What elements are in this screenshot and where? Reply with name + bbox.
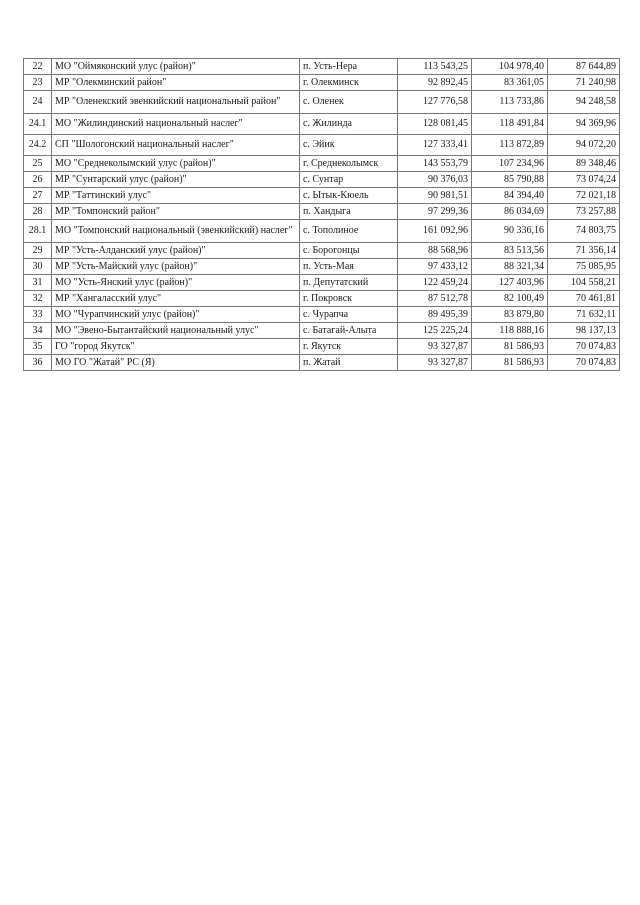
value-col-3: 73 074,24 xyxy=(548,172,620,188)
administrative-center: с. Ытык-Кюель xyxy=(300,188,398,204)
value-col-2: 127 403,96 xyxy=(472,275,548,291)
administrative-center: с. Батагай-Алыта xyxy=(300,323,398,339)
administrative-center: п. Депутатский xyxy=(300,275,398,291)
value-col-3: 87 644,89 xyxy=(548,59,620,75)
administrative-center: с. Эйик xyxy=(300,135,398,156)
table-row xyxy=(24,75,620,91)
value-col-2: 84 394,40 xyxy=(472,188,548,204)
administrative-center: с. Чурапча xyxy=(300,307,398,323)
value-col-3: 73 257,88 xyxy=(548,204,620,220)
table-body xyxy=(24,59,620,371)
administrative-center: с. Борогонцы xyxy=(300,243,398,259)
value-col-1: 161 092,96 xyxy=(398,220,472,243)
row-number: 27 xyxy=(24,188,52,204)
row-number: 24.2 xyxy=(24,135,52,156)
municipality-name: МР "Томпонский район" xyxy=(52,204,300,220)
value-col-3: 89 348,46 xyxy=(548,156,620,172)
municipality-name: МР "Сунтарский улус (район)" xyxy=(52,172,300,188)
table-row xyxy=(24,135,620,156)
municipality-name: СП "Шологонский национальный наслег" xyxy=(52,135,300,156)
administrative-center: г. Среднеколымск xyxy=(300,156,398,172)
value-col-1: 93 327,87 xyxy=(398,339,472,355)
value-col-1: 125 225,24 xyxy=(398,323,472,339)
value-col-3: 98 137,13 xyxy=(548,323,620,339)
value-col-2: 83 879,80 xyxy=(472,307,548,323)
value-col-2: 118 491,84 xyxy=(472,114,548,135)
table-row xyxy=(24,355,620,371)
value-col-1: 143 553,79 xyxy=(398,156,472,172)
administrative-center: с. Тополиное xyxy=(300,220,398,243)
row-number: 28.1 xyxy=(24,220,52,243)
administrative-center: с. Оленек xyxy=(300,91,398,114)
row-number: 24 xyxy=(24,91,52,114)
value-col-2: 83 361,05 xyxy=(472,75,548,91)
municipality-name: МР "Усть-Майский улус (район)" xyxy=(52,259,300,275)
municipality-name: МО "Оймяконский улус (район)" xyxy=(52,59,300,75)
row-number: 29 xyxy=(24,243,52,259)
value-col-2: 113 872,89 xyxy=(472,135,548,156)
administrative-center: п. Хандыга xyxy=(300,204,398,220)
row-number: 22 xyxy=(24,59,52,75)
municipality-table xyxy=(23,58,620,371)
administrative-center: с. Сунтар xyxy=(300,172,398,188)
row-number: 30 xyxy=(24,259,52,275)
municipality-name: МО "Томпонский национальный (эвенкийский) наслег" xyxy=(52,220,300,243)
row-number: 32 xyxy=(24,291,52,307)
administrative-center: г. Якутск xyxy=(300,339,398,355)
table-row xyxy=(24,172,620,188)
value-col-2: 82 100,49 xyxy=(472,291,548,307)
table-row xyxy=(24,323,620,339)
value-col-1: 89 495,39 xyxy=(398,307,472,323)
row-number: 23 xyxy=(24,75,52,91)
table-row xyxy=(24,91,620,114)
row-number: 24.1 xyxy=(24,114,52,135)
administrative-center: п. Усть-Нера xyxy=(300,59,398,75)
value-col-1: 90 981,51 xyxy=(398,188,472,204)
table-row xyxy=(24,275,620,291)
row-number: 35 xyxy=(24,339,52,355)
value-col-1: 127 333,41 xyxy=(398,135,472,156)
municipality-name: ГО "город Якутск" xyxy=(52,339,300,355)
value-col-3: 94 248,58 xyxy=(548,91,620,114)
value-col-3: 74 803,75 xyxy=(548,220,620,243)
value-col-3: 71 240,98 xyxy=(548,75,620,91)
municipality-name: МР "Олекминский район" xyxy=(52,75,300,91)
table-row xyxy=(24,156,620,172)
value-col-2: 107 234,96 xyxy=(472,156,548,172)
table-row xyxy=(24,243,620,259)
value-col-3: 70 074,83 xyxy=(548,339,620,355)
value-col-1: 122 459,24 xyxy=(398,275,472,291)
value-col-2: 118 888,16 xyxy=(472,323,548,339)
value-col-2: 88 321,34 xyxy=(472,259,548,275)
value-col-3: 70 461,81 xyxy=(548,291,620,307)
value-col-2: 85 790,88 xyxy=(472,172,548,188)
value-col-2: 81 586,93 xyxy=(472,339,548,355)
row-number: 25 xyxy=(24,156,52,172)
value-col-3: 70 074,83 xyxy=(548,355,620,371)
table-row xyxy=(24,307,620,323)
value-col-1: 113 543,25 xyxy=(398,59,472,75)
table-row xyxy=(24,339,620,355)
row-number: 31 xyxy=(24,275,52,291)
value-col-2: 90 336,16 xyxy=(472,220,548,243)
administrative-center: г. Олекминск xyxy=(300,75,398,91)
table-row xyxy=(24,204,620,220)
municipality-name: МО "Усть-Янский улус (район)" xyxy=(52,275,300,291)
row-number: 36 xyxy=(24,355,52,371)
value-col-1: 92 892,45 xyxy=(398,75,472,91)
value-col-1: 93 327,87 xyxy=(398,355,472,371)
municipality-name: МР "Усть-Алданский улус (район)" xyxy=(52,243,300,259)
municipality-name: МО "Среднеколымский улус (район)" xyxy=(52,156,300,172)
value-col-2: 104 978,40 xyxy=(472,59,548,75)
value-col-3: 94 369,96 xyxy=(548,114,620,135)
value-col-1: 128 081,45 xyxy=(398,114,472,135)
municipality-name: МО "Эвено-Бытантайский национальный улус" xyxy=(52,323,300,339)
value-col-3: 75 085,95 xyxy=(548,259,620,275)
value-col-1: 88 568,96 xyxy=(398,243,472,259)
value-col-3: 72 021,18 xyxy=(548,188,620,204)
administrative-center: с. Жилинда xyxy=(300,114,398,135)
administrative-center: г. Покровск xyxy=(300,291,398,307)
value-col-3: 94 072,20 xyxy=(548,135,620,156)
value-col-2: 81 586,93 xyxy=(472,355,548,371)
table-row xyxy=(24,114,620,135)
value-col-3: 71 356,14 xyxy=(548,243,620,259)
row-number: 33 xyxy=(24,307,52,323)
municipality-name: МР "Оленекский эвенкийский национальный район" xyxy=(52,91,300,114)
table-row xyxy=(24,259,620,275)
row-number: 28 xyxy=(24,204,52,220)
value-col-1: 87 512,78 xyxy=(398,291,472,307)
value-col-1: 90 376,03 xyxy=(398,172,472,188)
value-col-2: 113 733,86 xyxy=(472,91,548,114)
table-row xyxy=(24,188,620,204)
table-row xyxy=(24,291,620,307)
row-number: 34 xyxy=(24,323,52,339)
administrative-center: п. Жатай xyxy=(300,355,398,371)
value-col-1: 97 433,12 xyxy=(398,259,472,275)
row-number: 26 xyxy=(24,172,52,188)
value-col-3: 71 632,11 xyxy=(548,307,620,323)
municipality-name: МР "Хангаласский улус" xyxy=(52,291,300,307)
municipality-name: МО ГО "Жатай" РС (Я) xyxy=(52,355,300,371)
municipality-name: МО "Чурапчинский улус (район)" xyxy=(52,307,300,323)
value-col-1: 127 776,58 xyxy=(398,91,472,114)
value-col-2: 83 513,56 xyxy=(472,243,548,259)
municipality-name: МР "Таттинский улус" xyxy=(52,188,300,204)
administrative-center: п. Усть-Мая xyxy=(300,259,398,275)
table-row xyxy=(24,220,620,243)
table-row xyxy=(24,59,620,75)
value-col-1: 97 299,36 xyxy=(398,204,472,220)
municipality-name: МО "Жилиндинский национальный наслег" xyxy=(52,114,300,135)
value-col-2: 86 034,69 xyxy=(472,204,548,220)
value-col-3: 104 558,21 xyxy=(548,275,620,291)
